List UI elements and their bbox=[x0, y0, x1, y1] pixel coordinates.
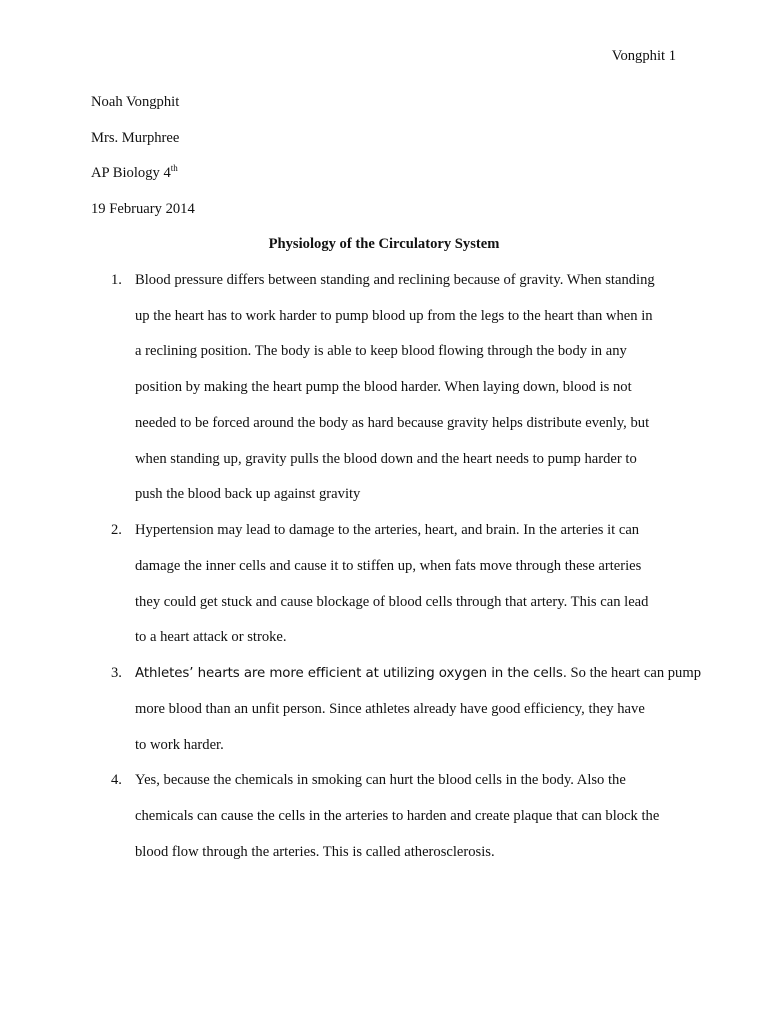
course-name bbox=[91, 164, 178, 183]
list-item-line: more blood than an unfit person. Since athletes already have good efficiency, they have bbox=[135, 701, 645, 717]
list-item-line: damage the inner cells and cause it to stiffen up, when fats move through these arteries bbox=[135, 558, 642, 574]
list-item-line: chemicals can cause the cells in the arteries to harden and create plaque that can block the bbox=[135, 808, 660, 824]
document-title: Physiology of the Circulatory System bbox=[268, 236, 500, 252]
student-name: Noah Vongphit bbox=[91, 94, 180, 110]
list-item-line-alt-font: Athletes’ hearts are more efficient at utilizing oxygen in the cells. bbox=[135, 666, 567, 681]
document-date: 19 February 2014 bbox=[91, 201, 195, 217]
list-item-line: they could get stuck and cause blockage of blood cells through that artery. This can lead bbox=[135, 594, 649, 610]
list-item-number: 1. bbox=[111, 272, 122, 288]
list-item-line: needed to be forced around the body as hard because gravity helps distribute evenly, but bbox=[135, 415, 650, 431]
running-head: Vongphit 1 bbox=[611, 48, 676, 64]
list-item-line: when standing up, gravity pulls the blood down and the heart needs to pump harder to bbox=[135, 451, 637, 467]
course-text: AP Biology 4 bbox=[91, 165, 171, 181]
list-item-number: 3. bbox=[111, 665, 122, 681]
list-item-line-rest: So the heart can pump bbox=[566, 665, 702, 681]
list-item-line: Yes, because the chemicals in smoking can hurt the blood cells in the body. Also the bbox=[135, 772, 626, 788]
list-item-line bbox=[135, 664, 701, 683]
teacher-name: Mrs. Murphree bbox=[91, 130, 180, 146]
list-item-number: 4. bbox=[111, 772, 122, 788]
list-item-line: push the blood back up against gravity bbox=[135, 486, 361, 502]
list-item-line: a reclining position. The body is able to keep blood flowing through the body in any bbox=[135, 343, 627, 359]
list-item-line: to work harder. bbox=[135, 737, 224, 753]
list-item-line: Hypertension may lead to damage to the arteries, heart, and brain. In the arteries it can bbox=[135, 522, 640, 538]
list-item-number: 2. bbox=[111, 522, 122, 538]
course-superscript: th bbox=[170, 163, 178, 173]
list-item-line: position by making the heart pump the blood harder. When laying down, blood is not bbox=[135, 379, 632, 395]
list-item-line: up the heart has to work harder to pump blood up from the legs to the heart than when in bbox=[135, 308, 653, 324]
list-item-line: Blood pressure differs between standing and reclining because of gravity. When standing bbox=[135, 272, 655, 288]
list-item-line: to a heart attack or stroke. bbox=[135, 629, 287, 645]
list-item-line: blood flow through the arteries. This is called atherosclerosis. bbox=[135, 844, 495, 860]
